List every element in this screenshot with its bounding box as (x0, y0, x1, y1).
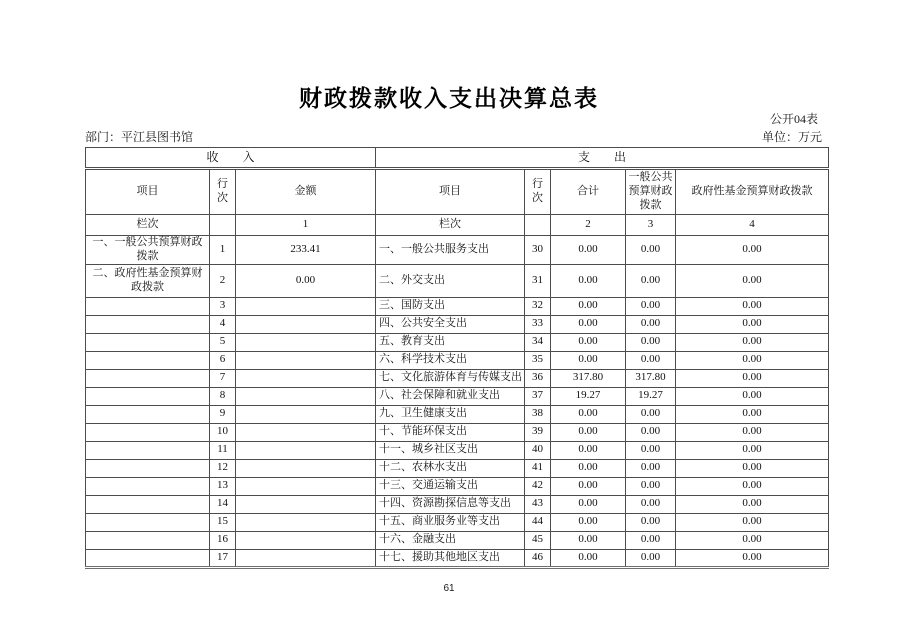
cell-exp-general: 0.00 (626, 405, 676, 423)
cell-exp-line: 34 (525, 333, 551, 351)
cell-income-line: 14 (210, 495, 236, 513)
cell-income-line: 13 (210, 477, 236, 495)
cell-income-line: 7 (210, 369, 236, 387)
cell-exp-general: 0.00 (626, 351, 676, 369)
index-exp-general: 3 (626, 215, 676, 236)
fiscal-appropriation-table (85, 147, 829, 569)
cell-income-line: 11 (210, 441, 236, 459)
table-row (86, 351, 829, 369)
cell-exp-line: 38 (525, 405, 551, 423)
cell-exp-govfund: 0.00 (676, 387, 829, 405)
cell-exp-govfund: 0.00 (676, 423, 829, 441)
cell-income-item (86, 513, 210, 531)
cell-income-item (86, 441, 210, 459)
index-exp-govfund: 4 (676, 215, 829, 236)
cell-income-line: 16 (210, 531, 236, 549)
cell-exp-item: 十三、交通运输支出 (376, 477, 525, 495)
cell-income-amount (236, 513, 376, 531)
cell-income-line: 15 (210, 513, 236, 531)
cell-exp-govfund: 0.00 (676, 264, 829, 297)
cell-exp-item: 五、教育支出 (376, 333, 525, 351)
cell-exp-item: 三、国防支出 (376, 297, 525, 315)
cell-exp-total: 0.00 (551, 333, 626, 351)
cell-exp-line: 37 (525, 387, 551, 405)
cell-exp-item: 十五、商业服务业等支出 (376, 513, 525, 531)
cell-income-item (86, 369, 210, 387)
cell-income-amount (236, 405, 376, 423)
cell-income-item (86, 387, 210, 405)
table-row (86, 264, 829, 297)
cell-exp-general: 0.00 (626, 459, 676, 477)
cell-exp-govfund: 0.00 (676, 369, 829, 387)
cell-income-item (86, 459, 210, 477)
cell-exp-total: 0.00 (551, 459, 626, 477)
cell-exp-line: 30 (525, 236, 551, 265)
cell-exp-line: 46 (525, 549, 551, 567)
index-exp-item: 栏次 (376, 215, 525, 236)
cell-income-amount (236, 423, 376, 441)
cell-income-item (86, 351, 210, 369)
cell-exp-item: 十一、城乡社区支出 (376, 441, 525, 459)
table-row (86, 549, 829, 567)
cell-exp-govfund: 0.00 (676, 236, 829, 265)
table-row (86, 297, 829, 315)
cell-exp-line: 31 (525, 264, 551, 297)
cell-income-amount (236, 315, 376, 333)
cell-income-amount (236, 459, 376, 477)
cell-income-item (86, 423, 210, 441)
table-row (86, 423, 829, 441)
cell-exp-general: 0.00 (626, 423, 676, 441)
cell-exp-line: 40 (525, 441, 551, 459)
cell-exp-line: 42 (525, 477, 551, 495)
cell-exp-total: 0.00 (551, 315, 626, 333)
cell-exp-item: 九、卫生健康支出 (376, 405, 525, 423)
index-income-item: 栏次 (86, 215, 210, 236)
index-exp-total: 2 (551, 215, 626, 236)
col-header-income-line: 行次 (210, 169, 236, 215)
cell-exp-govfund: 0.00 (676, 333, 829, 351)
cell-exp-item: 二、外交支出 (376, 264, 525, 297)
cell-exp-item: 十七、援助其他地区支出 (376, 549, 525, 567)
cell-exp-general: 0.00 (626, 297, 676, 315)
cell-exp-total: 0.00 (551, 495, 626, 513)
cell-income-amount (236, 531, 376, 549)
cell-exp-govfund: 0.00 (676, 351, 829, 369)
cell-income-item (86, 297, 210, 315)
cell-exp-total: 0.00 (551, 351, 626, 369)
cell-income-item (86, 315, 210, 333)
cell-exp-govfund: 0.00 (676, 459, 829, 477)
index-exp-line (525, 215, 551, 236)
cell-income-item (86, 477, 210, 495)
cell-income-amount (236, 495, 376, 513)
cell-exp-total: 0.00 (551, 236, 626, 265)
cell-exp-govfund: 0.00 (676, 315, 829, 333)
cell-income-line: 6 (210, 351, 236, 369)
col-header-exp-govfund-budget: 政府性基金预算财政拨款 (676, 169, 829, 215)
cell-exp-govfund: 0.00 (676, 441, 829, 459)
cell-income-amount: 233.41 (236, 236, 376, 265)
table-row (86, 387, 829, 405)
cell-exp-govfund: 0.00 (676, 297, 829, 315)
cell-income-line: 12 (210, 459, 236, 477)
column-header-row (86, 169, 829, 215)
cell-income-line: 5 (210, 333, 236, 351)
cell-exp-item: 十四、资源勘探信息等支出 (376, 495, 525, 513)
cell-exp-general: 0.00 (626, 315, 676, 333)
cell-exp-general: 0.00 (626, 549, 676, 567)
cell-exp-line: 45 (525, 531, 551, 549)
cell-exp-total: 0.00 (551, 441, 626, 459)
cell-exp-total: 0.00 (551, 423, 626, 441)
cell-exp-line: 32 (525, 297, 551, 315)
cell-income-item (86, 549, 210, 567)
cell-exp-general: 0.00 (626, 477, 676, 495)
table-row (86, 513, 829, 531)
page-title: 财政拨款收入支出决算总表 (299, 85, 599, 111)
cell-income-amount (236, 549, 376, 567)
col-header-exp-item: 项目 (376, 169, 525, 215)
index-income-line (210, 215, 236, 236)
cell-income-amount (236, 369, 376, 387)
cell-income-line: 8 (210, 387, 236, 405)
cell-exp-line: 44 (525, 513, 551, 531)
cell-income-line: 10 (210, 423, 236, 441)
cell-exp-item: 四、公共安全支出 (376, 315, 525, 333)
cell-exp-govfund: 0.00 (676, 531, 829, 549)
cell-exp-general: 0.00 (626, 264, 676, 297)
cell-exp-general: 0.00 (626, 495, 676, 513)
cell-exp-total: 19.27 (551, 387, 626, 405)
cell-exp-govfund: 0.00 (676, 477, 829, 495)
cell-exp-total: 317.80 (551, 369, 626, 387)
unit-label: 单位：万元 (761, 130, 822, 144)
cell-exp-govfund: 0.00 (676, 513, 829, 531)
cell-exp-govfund: 0.00 (676, 405, 829, 423)
cell-income-amount (236, 477, 376, 495)
col-header-income-amount: 金额 (236, 169, 376, 215)
cell-income-amount (236, 441, 376, 459)
cell-exp-item: 十、节能环保支出 (376, 423, 525, 441)
cell-income-item (86, 405, 210, 423)
table-row (86, 459, 829, 477)
cell-exp-line: 36 (525, 369, 551, 387)
cell-exp-item: 七、文化旅游体育与传媒支出 (376, 369, 525, 387)
cell-exp-general: 0.00 (626, 531, 676, 549)
cell-exp-total: 0.00 (551, 531, 626, 549)
cell-exp-item: 六、科学技术支出 (376, 351, 525, 369)
table-row (86, 369, 829, 387)
cell-exp-total: 0.00 (551, 549, 626, 567)
cell-exp-line: 41 (525, 459, 551, 477)
cell-exp-item: 十二、农林水支出 (376, 459, 525, 477)
cell-income-line: 9 (210, 405, 236, 423)
cell-income-amount (236, 333, 376, 351)
cell-exp-line: 43 (525, 495, 551, 513)
cell-income-line: 4 (210, 315, 236, 333)
cell-exp-general: 0.00 (626, 441, 676, 459)
table-row (86, 477, 829, 495)
page-number: 61 (443, 583, 455, 594)
cell-exp-item: 一、一般公共服务支出 (376, 236, 525, 265)
table-row (86, 495, 829, 513)
cell-income-amount (236, 387, 376, 405)
expenditure-section-header: 支 出 (376, 148, 829, 169)
table-row (86, 333, 829, 351)
col-header-income-item: 项目 (86, 169, 210, 215)
cell-exp-line: 35 (525, 351, 551, 369)
cell-exp-general: 0.00 (626, 513, 676, 531)
cell-exp-line: 39 (525, 423, 551, 441)
cell-income-item: 二、政府性基金预算财政拨款 (86, 264, 210, 297)
col-header-exp-total: 合计 (551, 169, 626, 215)
cell-income-amount (236, 351, 376, 369)
cell-exp-total: 0.00 (551, 405, 626, 423)
cell-exp-total: 0.00 (551, 513, 626, 531)
table-row (86, 531, 829, 549)
cell-exp-item: 八、社会保障和就业支出 (376, 387, 525, 405)
cell-income-item (86, 495, 210, 513)
cell-exp-item: 十六、金融支出 (376, 531, 525, 549)
index-income-amount: 1 (236, 215, 376, 236)
cell-exp-general: 0.00 (626, 236, 676, 265)
section-band-row (86, 148, 829, 169)
table-code-label: 公开04表 (769, 112, 818, 126)
cell-income-item: 一、一般公共预算财政拨款 (86, 236, 210, 265)
col-header-exp-general-budget: 一般公共预算财政拨款 (626, 169, 676, 215)
table-row (86, 236, 829, 265)
cell-exp-general: 0.00 (626, 333, 676, 351)
table-row (86, 315, 829, 333)
cell-income-line: 1 (210, 236, 236, 265)
cell-exp-total: 0.00 (551, 297, 626, 315)
column-index-row (86, 215, 829, 236)
income-section-header: 收 入 (86, 148, 376, 169)
cell-income-line: 17 (210, 549, 236, 567)
department-label: 部门：平江县图书馆 (85, 130, 194, 144)
table-body (86, 236, 829, 568)
cell-income-amount: 0.00 (236, 264, 376, 297)
table-row (86, 441, 829, 459)
cell-income-amount (236, 297, 376, 315)
table-row (86, 405, 829, 423)
cell-income-line: 3 (210, 297, 236, 315)
cell-income-item (86, 333, 210, 351)
cell-exp-line: 33 (525, 315, 551, 333)
cell-exp-govfund: 0.00 (676, 495, 829, 513)
cell-income-item (86, 531, 210, 549)
cell-income-line: 2 (210, 264, 236, 297)
col-header-exp-line: 行次 (525, 169, 551, 215)
cell-exp-total: 0.00 (551, 477, 626, 495)
meta-row (85, 128, 822, 145)
cell-exp-govfund: 0.00 (676, 549, 829, 567)
cell-exp-general: 317.80 (626, 369, 676, 387)
cell-exp-total: 0.00 (551, 264, 626, 297)
cell-exp-general: 19.27 (626, 387, 676, 405)
